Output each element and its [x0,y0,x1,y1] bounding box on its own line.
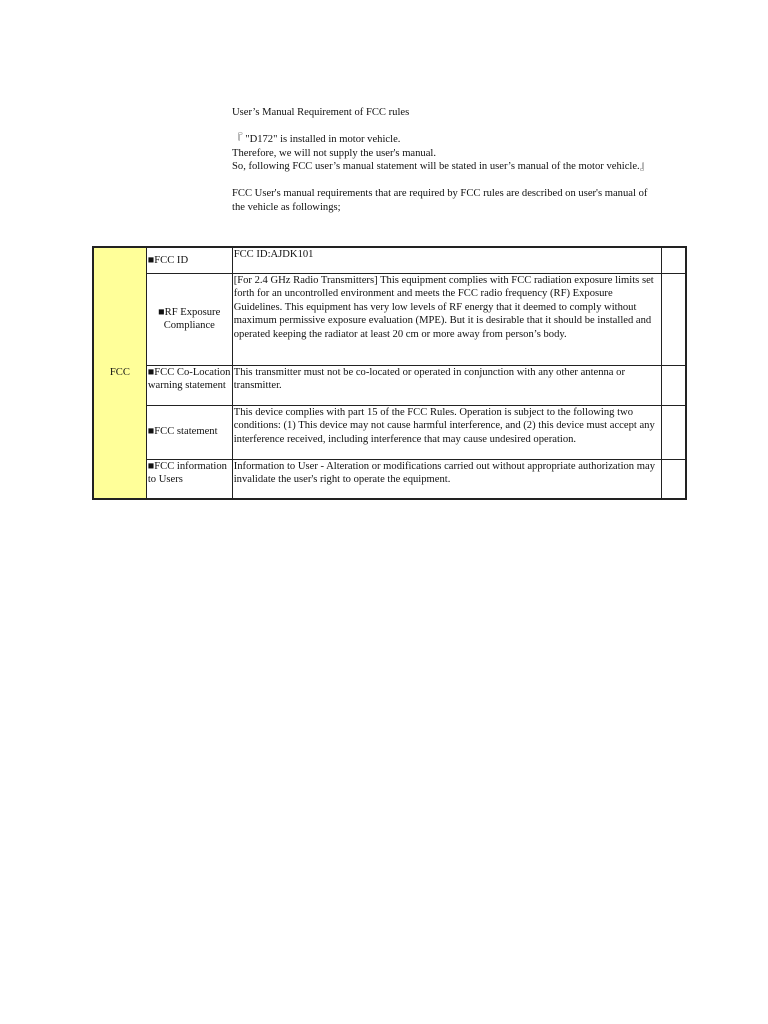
item-cell-fcc-statement: ■FCC statement [146,405,232,459]
table-row [93,247,686,273]
intro-section [232,106,662,214]
check-cell [662,459,686,499]
table-row [93,459,686,499]
check-cell [662,247,686,273]
requirement-text: FCC User's manual requirements that are required by FCC rules are described on user's manual of the vehicle as followings; [232,188,648,213]
document-title: User’s Manual Requirement of FCC rules [232,107,410,118]
content-cell-co-location: This transmitter must not be co-located or operated in conjunction with any other antenna or transmitter. [232,365,661,405]
content-cell-fcc-statement: This device complies with part 15 of the FCC Rules. Operation is subject to the following two conditions: (1) This device may not cause harmful interference, and (2) this device must accept any interference received, including interference that may cause undesired operation. [232,405,661,459]
content-cell-fcc-id: FCC ID:AJDK101 [232,247,661,273]
content-cell-rf-exposure: [For 2.4 GHz Radio Transmitters] This equipment complies with FCC radiation exposure limits set forth for an uncontrolled environment and meets the FCC radio frequency (RF) Exposure Guidelines. This equipment has very low levels of RF energy that it deemed to comply without maximum permissive exposure evaluation (MPE). But it is desirable that it should be installed and operated keeping the radiator at least 20 cm or more away from person’s body. [232,273,661,365]
spacer [232,120,662,134]
intro-line: Therefore, we will not supply the user's manual. [232,147,437,159]
content-cell-info-to-users: Information to User - Alteration or modifications carried out without appropriate authorization may invalidate the user's right to operate the equipment. [232,459,661,499]
check-cell [662,365,686,405]
item-cell-info-to-users: ■FCC information to Users [146,459,232,499]
spacer [232,174,662,188]
table-row [93,365,686,405]
check-cell [662,273,686,365]
table-row [93,273,686,365]
intro-line: 『 "D172" is installed in motor vehicle. [232,134,401,145]
check-cell [662,405,686,459]
fcc-requirements-table [92,246,687,500]
item-cell-co-location: ■FCC Co-Location warning statement [146,365,232,405]
item-cell-fcc-id: ■FCC ID [146,247,232,273]
table-row [93,405,686,459]
group-label-cell: FCC [93,247,146,499]
item-cell-rf-exposure: ■RF Exposure Compliance [146,273,232,365]
intro-line: So, following FCC user’s manual statement will be stated in user’s manual of the motor vehicle.』 [232,161,651,172]
